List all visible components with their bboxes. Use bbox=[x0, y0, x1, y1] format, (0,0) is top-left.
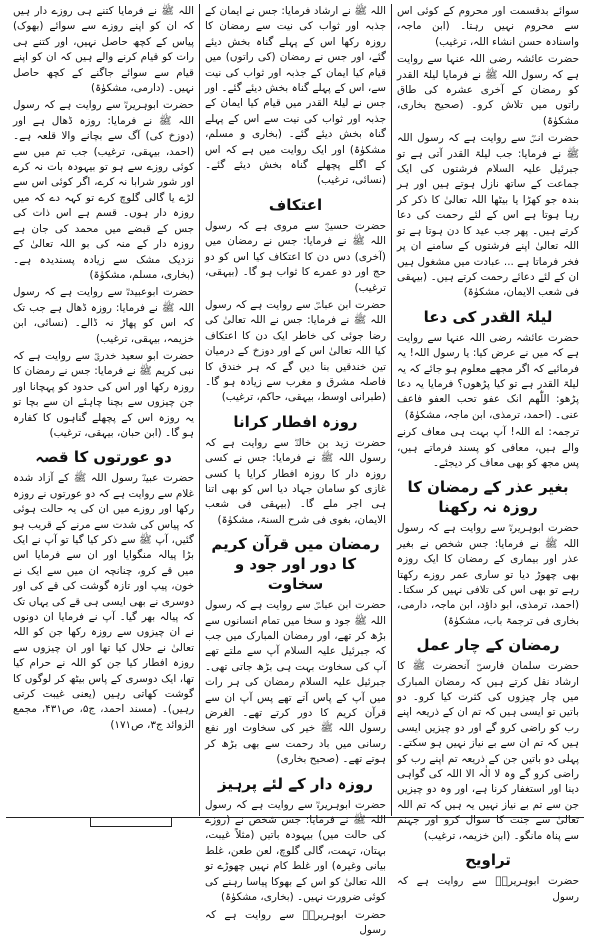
paragraph: اللہ ﷺ نے ارشاد فرمایا: جس نے ایمان کے جذبہ اور ثواب کی نیت سے رمضان کا روزہ رکھا اس کے پہلے گناہ بخش دیئے گئے، اور جس نے رمضان (کی راتوں) میں قیام کیا ایمان کے جذبہ اور ثواب کی نیت سے، اس کے پہلے گناہ بخش دیئے گئے۔ اور جس نے لیلۃ القدر میں قیام کیا ایمان کے جذبہ اور ثواب کی نیت سے اس کے پہلے گناہ بخش دیئے گئے۔ (بخاری و مسلم، مشکوٰۃ) اور ایک روایت میں ہے کہ اس کے اگلے پچھلے گناہ بخش دیئے گئے۔ (نسائی، ترغیب) bbox=[205, 4, 386, 189]
paragraph: حضرت انسؓ سے روایت ہے کہ رسول اللہ ﷺ نے فرمایا: جب لیلۃ القدر آتی ہے تو جبرئیل علیہ السلام فرشتوں کی ایک جماعت کے ساتھ نازل ہوتے ہیں اور ہر بندہ جو کھڑا یا بیٹھا اللہ تعالیٰ کا ذکر کر رہا ہوتا ہے اس کے لئے رحمت کی دعا کرتے ہیں۔ پھر جب عید کا دن ہوتا ہے تو اللہ تعالیٰ اپنے فرشتوں کے سامنے ان پر فخر فرماتا ہے ... عبادت میں مشغول ہیں ان کے لئے دعائے رحمت کرتے ہیں۔ (بیہقی فی شعب الایمان، مشکوٰۃ) bbox=[397, 131, 579, 300]
column-middle bbox=[200, 4, 392, 816]
section-heading: روزہ افطار کرانا bbox=[205, 412, 386, 432]
paragraph: حضرت عائشہ رضی اللہ عنہا سے روایت ہے کہ میں نے عرض کیا: یا رسول اللہ! یہ فرمائیے کہ اگر مجھے معلوم ہو جائے کہ یہ لیلۃ القدر ہے تو کیا پڑھوں؟ فرمایا یہ دعا پڑھو: اللّٰھم انک عفو تحب العفو فاعف عنی۔ (احمد، ترمذی، ابن ماجہ، مشکوٰۃ) bbox=[397, 331, 579, 423]
paragraph: حضرت ابوہریرہؓ سے روایت ہے کہ رسول اللہ ﷺ نے فرمایا: روزہ ڈھال ہے اور (دوزخ کی) آگ سے بچانے والا قلعہ ہے۔ (احمد، بیہقی، ترغیب) جب تم میں سے کوئی روزے سے ہو تو بیہودہ بات نہ کرے اور شور شرابا نہ کرے، اگر کوئی اس سے لڑے یا گالی گلوچ کرے تو کہہ دے کہ میں روزہ دار ہوں۔ قسم ہے اس ذات کی جس کے قبضے میں محمد کی جان ہے روزہ دار کے منہ کی بو اللہ تعالیٰ کے نزدیک مشک سے زیادہ پسندیدہ ہے۔ (بخاری، مسلم، مشکوٰۃ) bbox=[13, 98, 194, 283]
paragraph: حضرت ابوہریرہؓ سے روایت ہے کہ رسول اللہ ﷺ نے فرمایا: جس شخص نے (روزے کی حالت میں) بیہودہ باتیں (مثلاً غیبت، بہتان، تہمت، گالی گلوچ، لعن طعن، غلط بیانی وغیرہ) اور غلط کام نہیں چھوڑے تو اللہ تعالیٰ کو اس کے بھوکا پیاسا رہنے کی کوئی ضرورت نہیں۔ (بخاری، مشکوٰۃ) bbox=[205, 798, 386, 906]
section-heading: اعتکاف bbox=[205, 195, 386, 215]
paragraph: حضرت حسینؓ سے مروی ہے کہ رسول اللہ ﷺ نے فرمایا: جس نے رمضان میں (آخری) دس دن کا اعتکاف کیا اس کو دو حج اور دو عمرے کا ثواب ہو گا۔ (بیہقی، ترغیب) bbox=[205, 219, 386, 296]
paragraph: حضرت ابن عباسؓ سے روایت ہے کہ رسول اللہ ﷺ جود و سخا میں تمام انسانوں سے بڑھ کر تھے، اور رمضان المبارک میں جب کہ جبرئیل علیہ السلام آپ سے ملتے تھے آپ کی سخاوت بہت ہی بڑھ جاتی تھی۔ جبرئیل علیہ السلام رمضان کی ہر رات میں آپ کے پاس آتے تھے پس آپ ان سے قرآن کریم کا دور کرتے تھے۔ الغرض رسول اللہ ﷺ خیر کی سخاوت اور نفع رسانی میں باد رحمت سے بھی بڑھ کر ہوتے تھے۔ (صحیح بخاری) bbox=[205, 598, 386, 767]
paragraph: حضرت عائشہ رضی اللہ عنہا سے روایت ہے کہ رسول اللہ ﷺ نے فرمایا لیلۃ القدر کو رمضان کے آخری عشرہ کی طاق راتوں میں تلاش کرو۔ (صحیح بخاری، مشکوٰۃ) bbox=[397, 52, 579, 129]
section-heading: دو عورتوں کا قصہ bbox=[13, 447, 194, 467]
paragraph: حضرت ابوعبیدہؓ سے روایت ہے کہ رسول اللہ ﷺ نے فرمایا: روزہ ڈھال ہے جب تک کہ اس کو پھاڑ نہ ڈالے۔ (نسائی، ابن خزیمہ، بیہقی، ترغیب) bbox=[13, 285, 194, 347]
document-page bbox=[6, 4, 584, 816]
column-left bbox=[8, 4, 200, 816]
section-heading: تراویح bbox=[397, 850, 579, 870]
paragraph: ترجمہ: اے اللہ! آپ بہت ہی معاف کرنے والے ہیں، معافی کو پسند فرماتے ہیں، پس مجھ کو بھی معاف کر دیجئے۔ bbox=[397, 425, 579, 471]
paragraph: حضرت ابن عباسؓ سے روایت ہے کہ رسول اللہ ﷺ نے فرمایا: جس نے اللہ تعالیٰ کی رضا جوئی کی خاطر ایک دن کا اعتکاف کیا اللہ تعالیٰ اس کے اور دوزخ کے درمیان تین خندقیں بنا دیں گے کہ ہر خندق کا فاصلہ مشرق و مغرب سے زیادہ ہو گا۔ (طبرانی اوسط، بیہقی، حاکم، ترغیب) bbox=[205, 298, 386, 406]
paragraph: حضرت ابوہریرہؓ سے روایت ہے کہ رسول bbox=[397, 874, 579, 905]
section-heading: رمضان میں قرآن کریم کا دور اور جود و سخاوت bbox=[205, 534, 386, 594]
section-heading: رمضان کے چار عمل bbox=[397, 635, 579, 655]
column-right bbox=[392, 4, 584, 816]
paragraph: حضرت ابوہریرہؓ سے روایت ہے کہ رسول اللہ ﷺ نے فرمایا: جس شخص نے بغیر عذر اور بیماری کے رمضان کا ایک روزہ بھی چھوڑ دیا تو ساری عمر روزے رکھتا رہے تو بھی اس کی تلافی نہیں کر سکتا۔ (احمد، ترمذی، ابو داؤد، ابن ماجہ، دارمی، بخاری فی ترجمۃ باب، مشکوٰۃ) bbox=[397, 521, 579, 629]
paragraph: حضرت سلمان فارسیؓ آنحضرت ﷺ کا ارشاد نقل کرتے ہیں کہ رمضان المبارک میں چار چیزوں کی کثرت کیا کرو۔ دو باتیں تو ایسی ہیں کہ تم ان کے ذریعہ اپنے رب کو راضی کرو گے اور دو چیزیں ایسی ہیں کہ تم ان سے بے نیاز نہیں ہو سکتے۔ پہلی دو باتیں جن کے ذریعہ تم اپنے رب کو راضی کرو گے وہ لا الٰہ الا اللہ کی گواہی دینا اور استغفار کرنا ہے، اور وہ دو چیزیں جن سے تم بے نیاز نہیں یہ ہیں کہ تم اللہ تعالیٰ سے جنت کا سوال کرو اور جہنم سے پناہ مانگو۔ (ابن خزیمہ، ترغیب) bbox=[397, 659, 579, 844]
page-number-tab bbox=[90, 818, 172, 827]
paragraph: اللہ ﷺ نے فرمایا کتنے ہی روزے دار ہیں کہ ان کو اپنے روزے سے سوائے (بھوک) پیاس کے کچھ حاصل نہیں، اور کتنے ہی رات کو قیام کرنے والے ہیں کہ ان کو اپنے قیام سے سوائے جاگنے کے کچھ حاصل نہیں۔ (دارمی، مشکوٰۃ) bbox=[13, 4, 194, 96]
section-heading: لیلۃ القدر کی دعا bbox=[397, 307, 579, 327]
paragraph: حضرت زید بن خالدؓ سے روایت ہے کہ رسول اللہ ﷺ نے فرمایا: جس نے کسی روزہ دار کا روزہ افطار کرایا یا کسی غازی کو سامان جہاد دیا اس کو بھی اتنا ہی اجر ملے گا۔ (بیہقی فی شعب الایمان، بغوی فی شرح السنۃ، مشکوٰۃ) bbox=[205, 436, 386, 528]
section-heading: بغیر عذر کے رمضان کا روزہ نہ رکھنا bbox=[397, 477, 579, 517]
paragraph: حضرت ابوہریرہؓ سے روایت ہے کہ رسول bbox=[205, 908, 386, 938]
paragraph: حضرت ابو سعید خدریؓ سے روایت ہے کہ نبی کریم ﷺ نے فرمایا: جس نے رمضان کا روزہ رکھا اور اس کی حدود کو پہچانا اور جن چیزوں سے بچنا چاہئے ان سے بچا تو یہ روزہ اس کے پچھلے گناہوں کا کفارہ ہو گا۔ (ابن حبان، بیہقی، ترغیب) bbox=[13, 349, 194, 441]
paragraph: حضرت عبیدؓ رسول اللہ ﷺ کے آزاد شدہ غلام سے روایت ہے کہ دو عورتوں نے روزہ رکھا اور روزے میں ان کی یہ حالت ہوئی کہ پیاس کی شدت سے مرنے کے قریب ہو گئیں، آپ ﷺ سے ذکر کیا گیا تو آپ نے ایک بڑا پیالہ منگوایا اور ان سے فرمایا اس میں قے کرو، چنانچہ ان میں سے ایک نے خون، پیپ اور تازہ گوشت کی قے کی اور دوسری نے بھی ایسی ہی قے کی یہاں تک کہ پیالہ بھر گیا۔ آپ نے فرمایا ان دونوں نے ان چیزوں سے روزہ رکھا جن کو اللہ تعالیٰ نے حلال کیا تھا اور ان چیزوں سے روزہ افطار کیا جن کو اللہ نے حرام کیا تھا، ایک دوسری کے پاس بیٹھ کر لوگوں کا گوشت کھاتی رہیں (یعنی غیبت کرتی رہیں)۔ (مسند احمد، ج۵، ص۴۳۱، مجمع الزوائد ج۳، ص۱۷۱) bbox=[13, 471, 194, 733]
section-heading: روزہ دار کے لئے پرہیز bbox=[205, 774, 386, 794]
paragraph: سوائے بدقسمت اور محروم کے کوئی اس سے محروم نہیں رہتا۔ (ابن ماجہ، واسنادہ حسن انشاء اللہ، ترغیب) bbox=[397, 4, 579, 50]
